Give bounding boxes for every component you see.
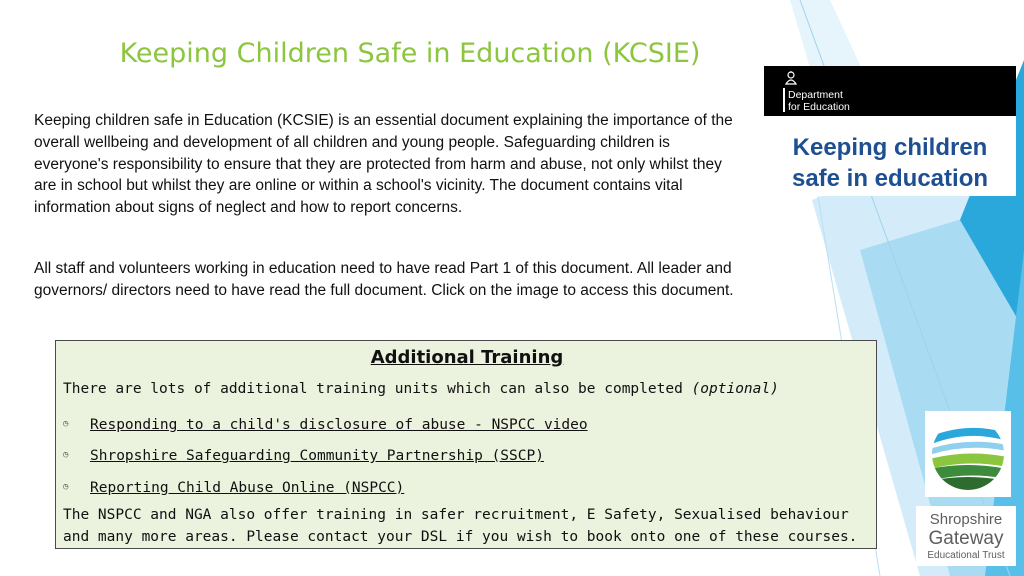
department-name (788, 89, 850, 113)
sscp-link[interactable]: Shropshire Safeguarding Community Partnership (SSCP) (90, 448, 544, 464)
clock-bullet-icon: ◷ (63, 482, 69, 492)
additional-training-box (55, 340, 877, 549)
training-intro (63, 381, 779, 397)
training-intro-text: There are lots of additional training units which can also be completed (63, 381, 683, 397)
nspcc-video-link[interactable]: Responding to a child's disclosure of abuse - NSPCC video (90, 417, 588, 433)
report-abuse-online-link[interactable]: Reporting Child Abuse Online (NSPCC) (90, 480, 405, 496)
kcsie-cover-heading (764, 132, 1016, 194)
list-item (63, 448, 544, 464)
dfe-header-bar (764, 66, 1016, 116)
kcsie-heading-line-1: Keeping children (792, 134, 988, 161)
kcsie-document-image-link[interactable] (764, 66, 1016, 196)
list-item (63, 480, 404, 496)
trust-logo-line-2: Gateway (928, 528, 1004, 549)
clock-bullet-icon: ◷ (63, 419, 69, 429)
reading-requirements: All staff and volunteers working in education need to have read Part 1 of this document. All leader and governors/ directors need to have read the full document. Click on the image to access this document. (34, 260, 734, 299)
royal-crest-icon (783, 70, 799, 86)
list-item (63, 417, 588, 433)
department-line-1: Department (788, 89, 843, 101)
clock-bullet-icon: ◷ (63, 450, 69, 460)
department-line-2: for Education (788, 101, 850, 113)
trust-logo-line-1: Shropshire (929, 511, 1003, 528)
gateway-emblem (925, 411, 1011, 497)
trust-logo-line-3: Educational Trust (927, 550, 1005, 561)
dfe-divider (783, 88, 785, 112)
landscape-logo-icon (925, 411, 1011, 497)
kcsie-description: Keeping children safe in Education (KCSIE) is an essential document explaining the importance of the overall wellbeing and development of all children and young people. Safeguarding children is everyone's responsibility to ensure that they are protected from harm and abuse, not only whilst they are in school but whilst they are online or within a school's vicinity. The document contains vital information about signs of neglect and how to report concerns. (34, 112, 733, 217)
trust-logo (916, 506, 1016, 566)
training-note: The NSPCC and NGA also offer training in safer recruitment, E Safety, Sexualised behaviour and many more areas. Please contact your DSL if you wish to book onto one of these courses. (63, 507, 858, 545)
additional-training-heading: Additional Training (370, 347, 564, 368)
optional-label: (optional) (691, 381, 779, 397)
page-title: Keeping Children Safe in Education (KCSIE) (119, 38, 701, 69)
kcsie-heading-line-2: safe in education (791, 165, 989, 192)
